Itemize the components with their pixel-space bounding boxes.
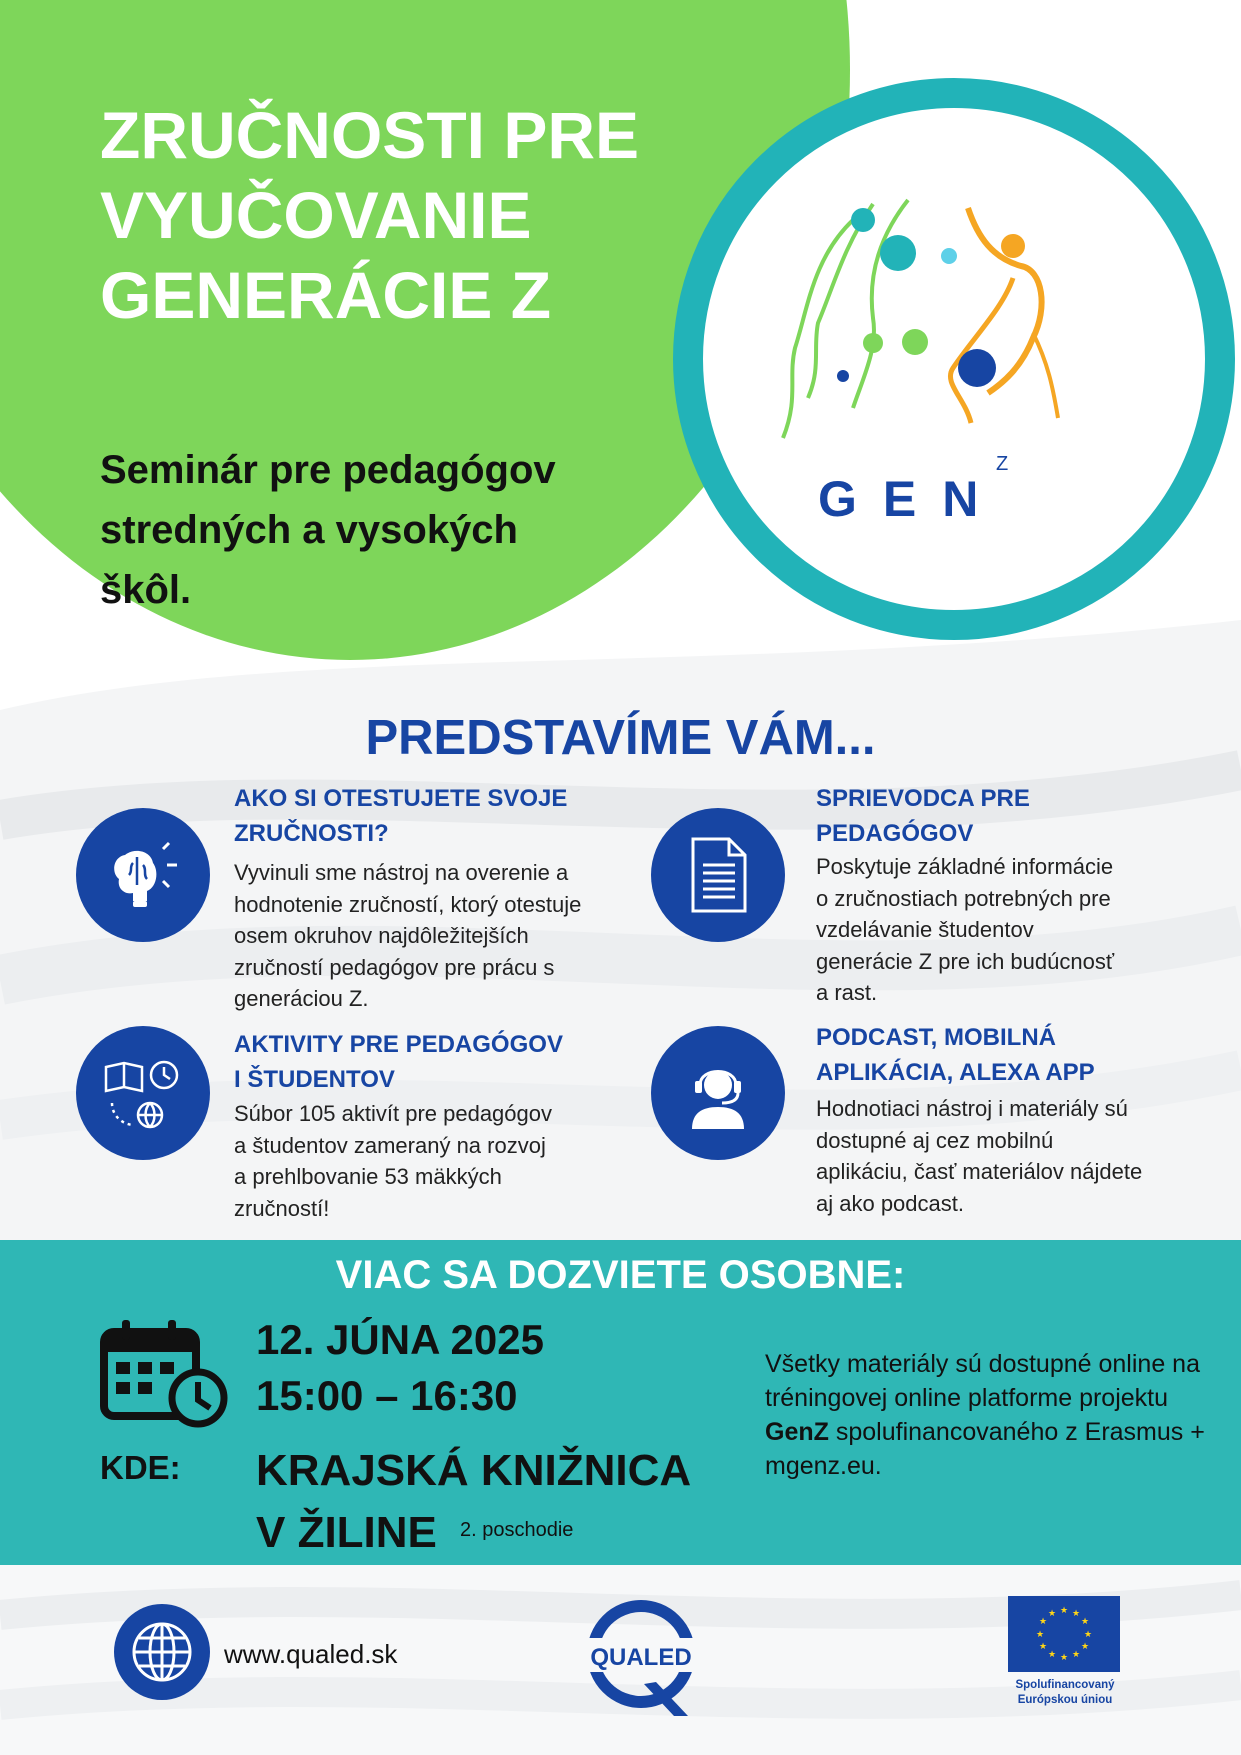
- website-link[interactable]: www.qualed.sk: [224, 1639, 398, 1669]
- event-datetime: 12. JÚNA 2025 15:00 – 16:30: [256, 1316, 544, 1419]
- svg-text:★: ★: [1038, 1642, 1048, 1652]
- qualed-logo: [578, 1596, 704, 1718]
- headset-icon: [651, 1026, 785, 1160]
- subtitle: Seminár pre pedagógov stredných a vysokých škôl.: [100, 448, 556, 612]
- svg-text:★: ★: [1059, 1606, 1069, 1616]
- feature-title-guide: SPRIEVODCA PRE PEDAGÓGOV: [816, 785, 1030, 847]
- feature-text-guide: Poskytuje základné informácie o zručnostiach potrebných pre vzdelávanie študentov generácie Z pre ich budúcnosť a rast.: [816, 854, 1115, 1005]
- logo-superscript: Z: [996, 453, 1009, 475]
- svg-text:★: ★: [1071, 1609, 1081, 1619]
- genz-logo: [703, 108, 1205, 610]
- svg-text:★: ★: [1059, 1653, 1069, 1663]
- feature-text-test: Vyvinuli sme nástroj na overenie a hodnotenie zručností, ktorý otestuje osem okruhov najdôležitejších zručností pedagógov pre prácu s generáciou Z.: [234, 860, 582, 1011]
- feature-text-podcast: Hodnotiaci nástroj i materiály sú dostupné aj cez mobilnú aplikáciu, časť materiálov nájdete aj ako podcast.: [816, 1096, 1143, 1216]
- event-heading: VIAC SA DOZVIETE OSOBNE:: [335, 1253, 906, 1297]
- svg-text:★: ★: [1035, 1630, 1045, 1640]
- svg-text:★: ★: [1047, 1609, 1057, 1619]
- globe-icon: [114, 1604, 210, 1700]
- main-title: ZRUČNOSTI PRE VYUČOVANIE GENERÁCIE Z: [100, 98, 640, 332]
- brain-bulb-icon: [76, 808, 210, 942]
- eu-flag-icon: [1008, 1596, 1120, 1672]
- feature-title-test: AKO SI OTESTUJETE SVOJE ZRUČNOSTI?: [234, 785, 568, 847]
- calendar-clock-icon: [98, 1318, 230, 1428]
- logo-dot-teal-2: [880, 235, 916, 271]
- genz-logo-ring: [673, 78, 1235, 640]
- logo-wordmark: GEN: [818, 471, 1005, 527]
- feature-text-activities: Súbor 105 aktivít pre pedagógov a študentov zameraný na rozvoj a prehlbovanie 53 mäkkých zručností!: [234, 1101, 553, 1221]
- event-info: Všetky materiály sú dostupné online na tréningovej online platforme projektu GenZ spolufinancovaného z Erasmus + mgenz.eu.: [765, 1350, 1205, 1480]
- where-label: KDE:: [100, 1449, 181, 1486]
- svg-text:★: ★: [1080, 1642, 1090, 1652]
- event-floor: 2. poschodie: [460, 1519, 574, 1541]
- document-icon: [651, 808, 785, 942]
- svg-text:★: ★: [1083, 1630, 1093, 1640]
- feature-title-podcast: PODCAST, MOBILNÁ APLIKÁCIA, ALEXA APP: [816, 1024, 1095, 1086]
- svg-text:★: ★: [1047, 1650, 1057, 1660]
- activities-icon: [76, 1026, 210, 1160]
- feature-title-activities: AKTIVITY PRE PEDAGÓGOV I ŠTUDENTOV: [234, 1031, 563, 1093]
- svg-text:★: ★: [1071, 1650, 1081, 1660]
- intro-heading: PREDSTAVÍME VÁM...: [365, 711, 876, 765]
- logo-dot-teal-1: [851, 208, 875, 232]
- eu-caption: Spolufinancovaný Európskou úniou: [1015, 1679, 1115, 1706]
- svg-text:★: ★: [1080, 1617, 1090, 1627]
- svg-text:QUALED: QUALED: [590, 1644, 692, 1671]
- event-venue: KRAJSKÁ KNIŽNICA V ŽILINE: [256, 1446, 692, 1557]
- svg-text:★: ★: [1038, 1617, 1048, 1627]
